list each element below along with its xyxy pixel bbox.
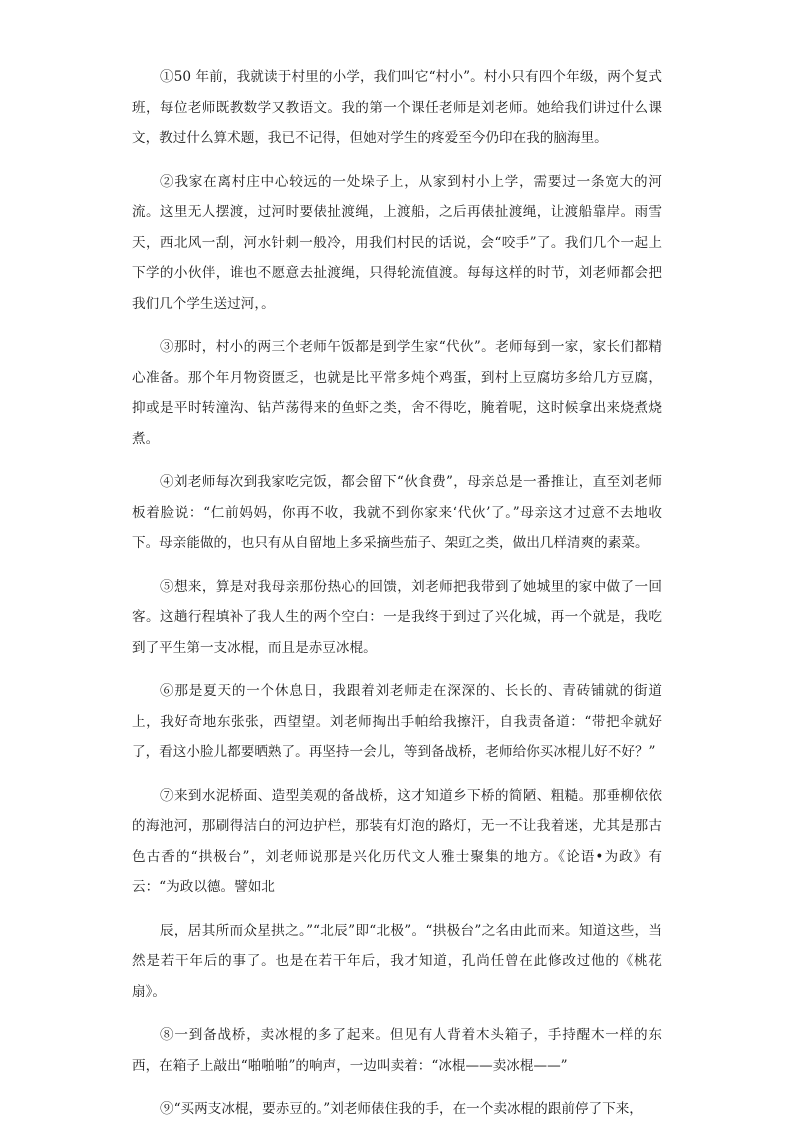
paragraph-1: ①50 年前，我就读于村里的小学，我们叫它“村小”。村小只有四个年级，两个复式班，每位老师既教数学又教语文。我的第一个课任老师是刘老师。她给我们讲过什么课文，教过什么算术题，我已不记得，但她对学生的疼爱至今仍印在我的脑海里。: [132, 69, 662, 146]
paragraph-7: ⑦来到水泥桥面、造型美观的备战桥，这才知道乡下桥的简陋、粗糙。那垂柳依依的海池河，那刷得洁白的河边护栏，那装有灯泡的路灯，无一不让我着迷，尤其是那古色古香的“拱极台”，刘老师说那是兴化历代文人雅士聚集的地方。《论语•为政》有云：“为政以德。譬如北: [132, 787, 662, 895]
document-body: [132, 62, 662, 1138]
paragraph-6: ⑥那是夏天的一个休息日，我跟着刘老师走在深深的、长长的、青砖铺就的街道上，我好奇地东张张，西望望。刘老师掏出手帕给我擦汗，自我责备道：“带把伞就好了，看这小脸儿都要晒熟了。再坚持一会儿，等到备战桥，老师给你买冰棍儿好不好？”: [132, 683, 662, 760]
paragraph-5: ⑤想来，算是对我母亲那份热心的回馈，刘老师把我带到了她城里的家中做了一回客。这趟行程填补了我人生的两个空白：一是我终于到过了兴化城，再一个就是，我吃到了平生第一支冰棍，而且是赤豆冰棍。: [132, 578, 662, 656]
paragraph-2: ②我家在离村庄中心较远的一处垛子上，从家到村小上学，需要过一条宽大的河流。这里无人摆渡，过河时要俵扯渡绳，上渡船，之后再俵扯渡绳，让渡船靠岸。雨雪天，西北风一刮，河水针刺一般冷，用我们村民的话说，会“咬手”了。我们几个一起上下学的小伙伴，谁也不愿意去扯渡绳，只得轮流值渡。每每这样的时节，刘老师都会把我们几个学生送过河，。: [132, 173, 662, 312]
paragraph-4: ④刘老师每次到我家吃完饭，都会留下“伙食费”，母亲总是一番推让，直至刘老师板着脸说：“仁前妈妈，你再不收，我就不到你家来‘代伙’了。”母亲这才过意不去地收下。母亲能做的，也只有从自留地上多采摘些茄子、架豇之类，做出几样清爽的素菜。: [132, 474, 662, 551]
paragraph-3: ③那时，村小的两三个老师午饭都是到学生家“代伙”。老师每到一家，家长们都精心准备。那个年月物资匮乏，也就是比平常多炖个鸡蛋，到村上豆腐坊多给几方豆腐，抑或是平时转潼沟、钻芦荡得来的鱼虾之类，舍不得吃，腌着呢，这时候拿出来烧煮烧煮。: [132, 339, 662, 447]
paragraph-7-continued: 辰，居其所而众星拱之。”“北辰”即“北极”。“拱极台”之名由此而来。知道这些，当然是若干年后的事了。也是在若干年后，我才知道，孔尚任曾在此修改过他的《桃花扇》。: [132, 922, 662, 1000]
paragraph-9: ⑨“买两支冰棍，要赤豆的。”刘老师俵住我的手，在一个卖冰棍的跟前停了下来，: [160, 1101, 643, 1117]
paragraph-8: ⑧一到备战桥，卖冰棍的多了起来。但见有人背着木头箱子，手持醒木一样的东西，在箱子上敲出“啪啪啪”的响声，一边叫卖着：“冰棍——卖冰棍——”: [132, 1027, 662, 1074]
